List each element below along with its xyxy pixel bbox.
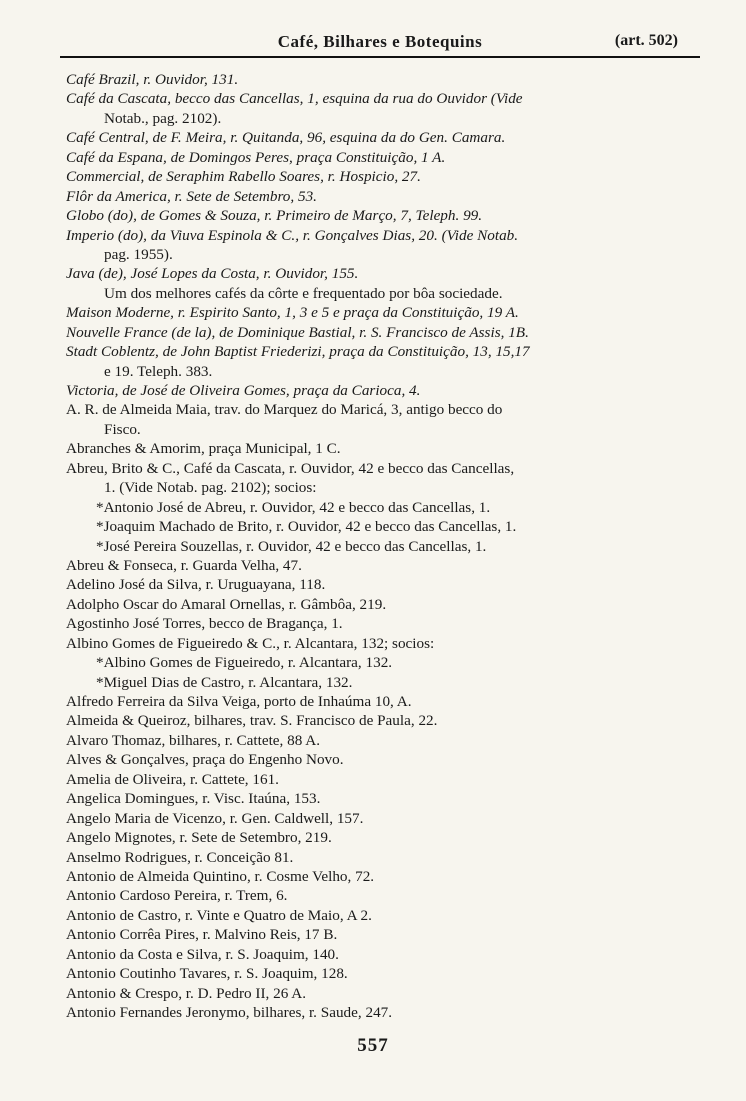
directory-entry: Albino Gomes de Figueiredo & C., r. Alcantara, 132; socios:	[66, 634, 435, 652]
directory-entry: Almeida & Queiroz, bilhares, trav. S. Francisco de Paula, 22.	[66, 712, 438, 730]
directory-entry: Antonio Cardoso Pereira, r. Trem, 6.	[66, 887, 288, 905]
directory-entry: Antonio Coutinho Tavares, r. S. Joaquim, 128.	[66, 965, 348, 983]
directory-entry: Café Central, de F. Meira, r. Quitanda, 96, esquina da do Gen. Camara.	[66, 129, 506, 147]
running-header	[60, 30, 700, 58]
directory-entry: Antonio Corrêa Pires, r. Malvino Reis, 17 B.	[66, 926, 338, 944]
directory-entry: Antonio de Almeida Quintino, r. Cosme Velho, 72.	[66, 867, 375, 885]
directory-entry: Abreu & Fonseca, r. Guarda Velha, 47.	[66, 556, 302, 574]
directory-entry: Agostinho José Torres, becco de Bragança, 1.	[66, 615, 343, 633]
entry-continuation: e 19. Teleph. 383.	[104, 362, 213, 380]
entry-continuation: *Albino Gomes de Figueiredo, r. Alcantara, 132.	[96, 654, 393, 672]
directory-entry: Globo (do), de Gomes & Souza, r. Primeiro de Março, 7, Teleph. 99.	[66, 207, 483, 225]
directory-entry: Alvaro Thomaz, bilhares, r. Cattete, 88 A.	[66, 731, 321, 749]
directory-entry: Antonio & Crespo, r. D. Pedro II, 26 A.	[66, 984, 307, 1002]
directory-entry: Imperio (do), da Viuva Espinola & C., r. Gonçalves Dias, 20. (Vide Notab.	[66, 226, 519, 244]
directory-entry: Alves & Gonçalves, praça do Engenho Novo.	[66, 751, 344, 769]
entry-list	[66, 70, 706, 1022]
directory-entry: Abreu, Brito & C., Café da Cascata, r. Ouvidor, 42 e becco das Cancellas,	[66, 459, 515, 477]
section-title: Café, Bilhares e Botequins	[277, 32, 483, 51]
directory-entry: Stadt Coblentz, de John Baptist Friederizi, praça da Constituição, 13, 15,17	[66, 343, 530, 361]
directory-entry: Amelia de Oliveira, r. Cattete, 161.	[66, 770, 279, 788]
directory-entry: Adelino José da Silva, r. Uruguayana, 118.	[66, 576, 326, 594]
directory-entry: Anselmo Rodrigues, r. Conceição 81.	[66, 848, 294, 866]
directory-entry: A. R. de Almeida Maia, trav. do Marquez do Maricá, 3, antigo becco do	[66, 401, 503, 419]
directory-entry: Antonio Fernandes Jeronymo, bilhares, r. Saude, 247.	[66, 1004, 393, 1021]
directory-entry: Café da Espana, de Domingos Peres, praça Constituição, 1 A.	[66, 148, 446, 166]
entry-continuation: *Joaquim Machado de Brito, r. Ouvidor, 42 e becco das Cancellas, 1.	[96, 518, 517, 536]
directory-entry: Antonio da Costa e Silva, r. S. Joaquim, 140.	[66, 945, 339, 963]
page-number: 557	[357, 1035, 389, 1056]
directory-entry: Angelica Domingues, r. Visc. Itaúna, 153.	[66, 790, 321, 808]
article-reference: (art. 502)	[614, 32, 678, 49]
directory-entry: Angelo Mignotes, r. Sete de Setembro, 219.	[66, 829, 332, 847]
directory-entry: Commercial, de Seraphim Rabello Soares, r. Hospicio, 27.	[66, 168, 421, 186]
entry-continuation: *Antonio José de Abreu, r. Ouvidor, 42 e becco das Cancellas, 1.	[96, 498, 491, 516]
entry-continuation: Um dos melhores cafés da côrte e frequentado por bôa sociedade.	[104, 284, 503, 302]
directory-entry: Java (de), José Lopes da Costa, r. Ouvidor, 155.	[66, 265, 359, 283]
entry-continuation: *José Pereira Souzellas, r. Ouvidor, 42 e becco das Cancellas, 1.	[96, 537, 487, 555]
entry-continuation: Notab., pag. 2102).	[104, 109, 222, 127]
directory-entry: Antonio de Castro, r. Vinte e Quatro de Maio, A 2.	[66, 906, 372, 924]
entry-continuation: 1. (Vide Notab. pag. 2102); socios:	[104, 479, 317, 497]
entry-continuation: *Miguel Dias de Castro, r. Alcantara, 132.	[96, 673, 353, 691]
directory-entry: Café Brazil, r. Ouvidor, 131.	[66, 71, 239, 88]
directory-entry: Victoria, de José de Oliveira Gomes, praça da Carioca, 4.	[66, 382, 421, 399]
directory-entry: Abranches & Amorim, praça Municipal, 1 C.	[66, 440, 341, 458]
entry-continuation: pag. 1955).	[104, 245, 173, 263]
directory-entry: Maison Moderne, r. Espirito Santo, 1, 3 e 5 e praça da Constituição, 19 A.	[66, 304, 519, 322]
directory-entry: Nouvelle France (de la), de Dominique Bastial, r. S. Francisco de Assis, 1B.	[66, 323, 529, 341]
directory-entry: Adolpho Oscar do Amaral Ornellas, r. Gâmbôa, 219.	[66, 595, 387, 613]
directory-entry: Flôr da America, r. Sete de Setembro, 53.	[66, 187, 317, 205]
directory-entry: Angelo Maria de Vicenzo, r. Gen. Caldwell, 157.	[66, 809, 364, 827]
directory-entry: Café da Cascata, becco das Cancellas, 1, esquina da rua do Ouvidor (Vide	[66, 90, 523, 108]
entry-continuation: Fisco.	[104, 420, 141, 438]
directory-entry: Alfredo Ferreira da Silva Veiga, porto de Inhaúma 10, A.	[66, 693, 412, 710]
